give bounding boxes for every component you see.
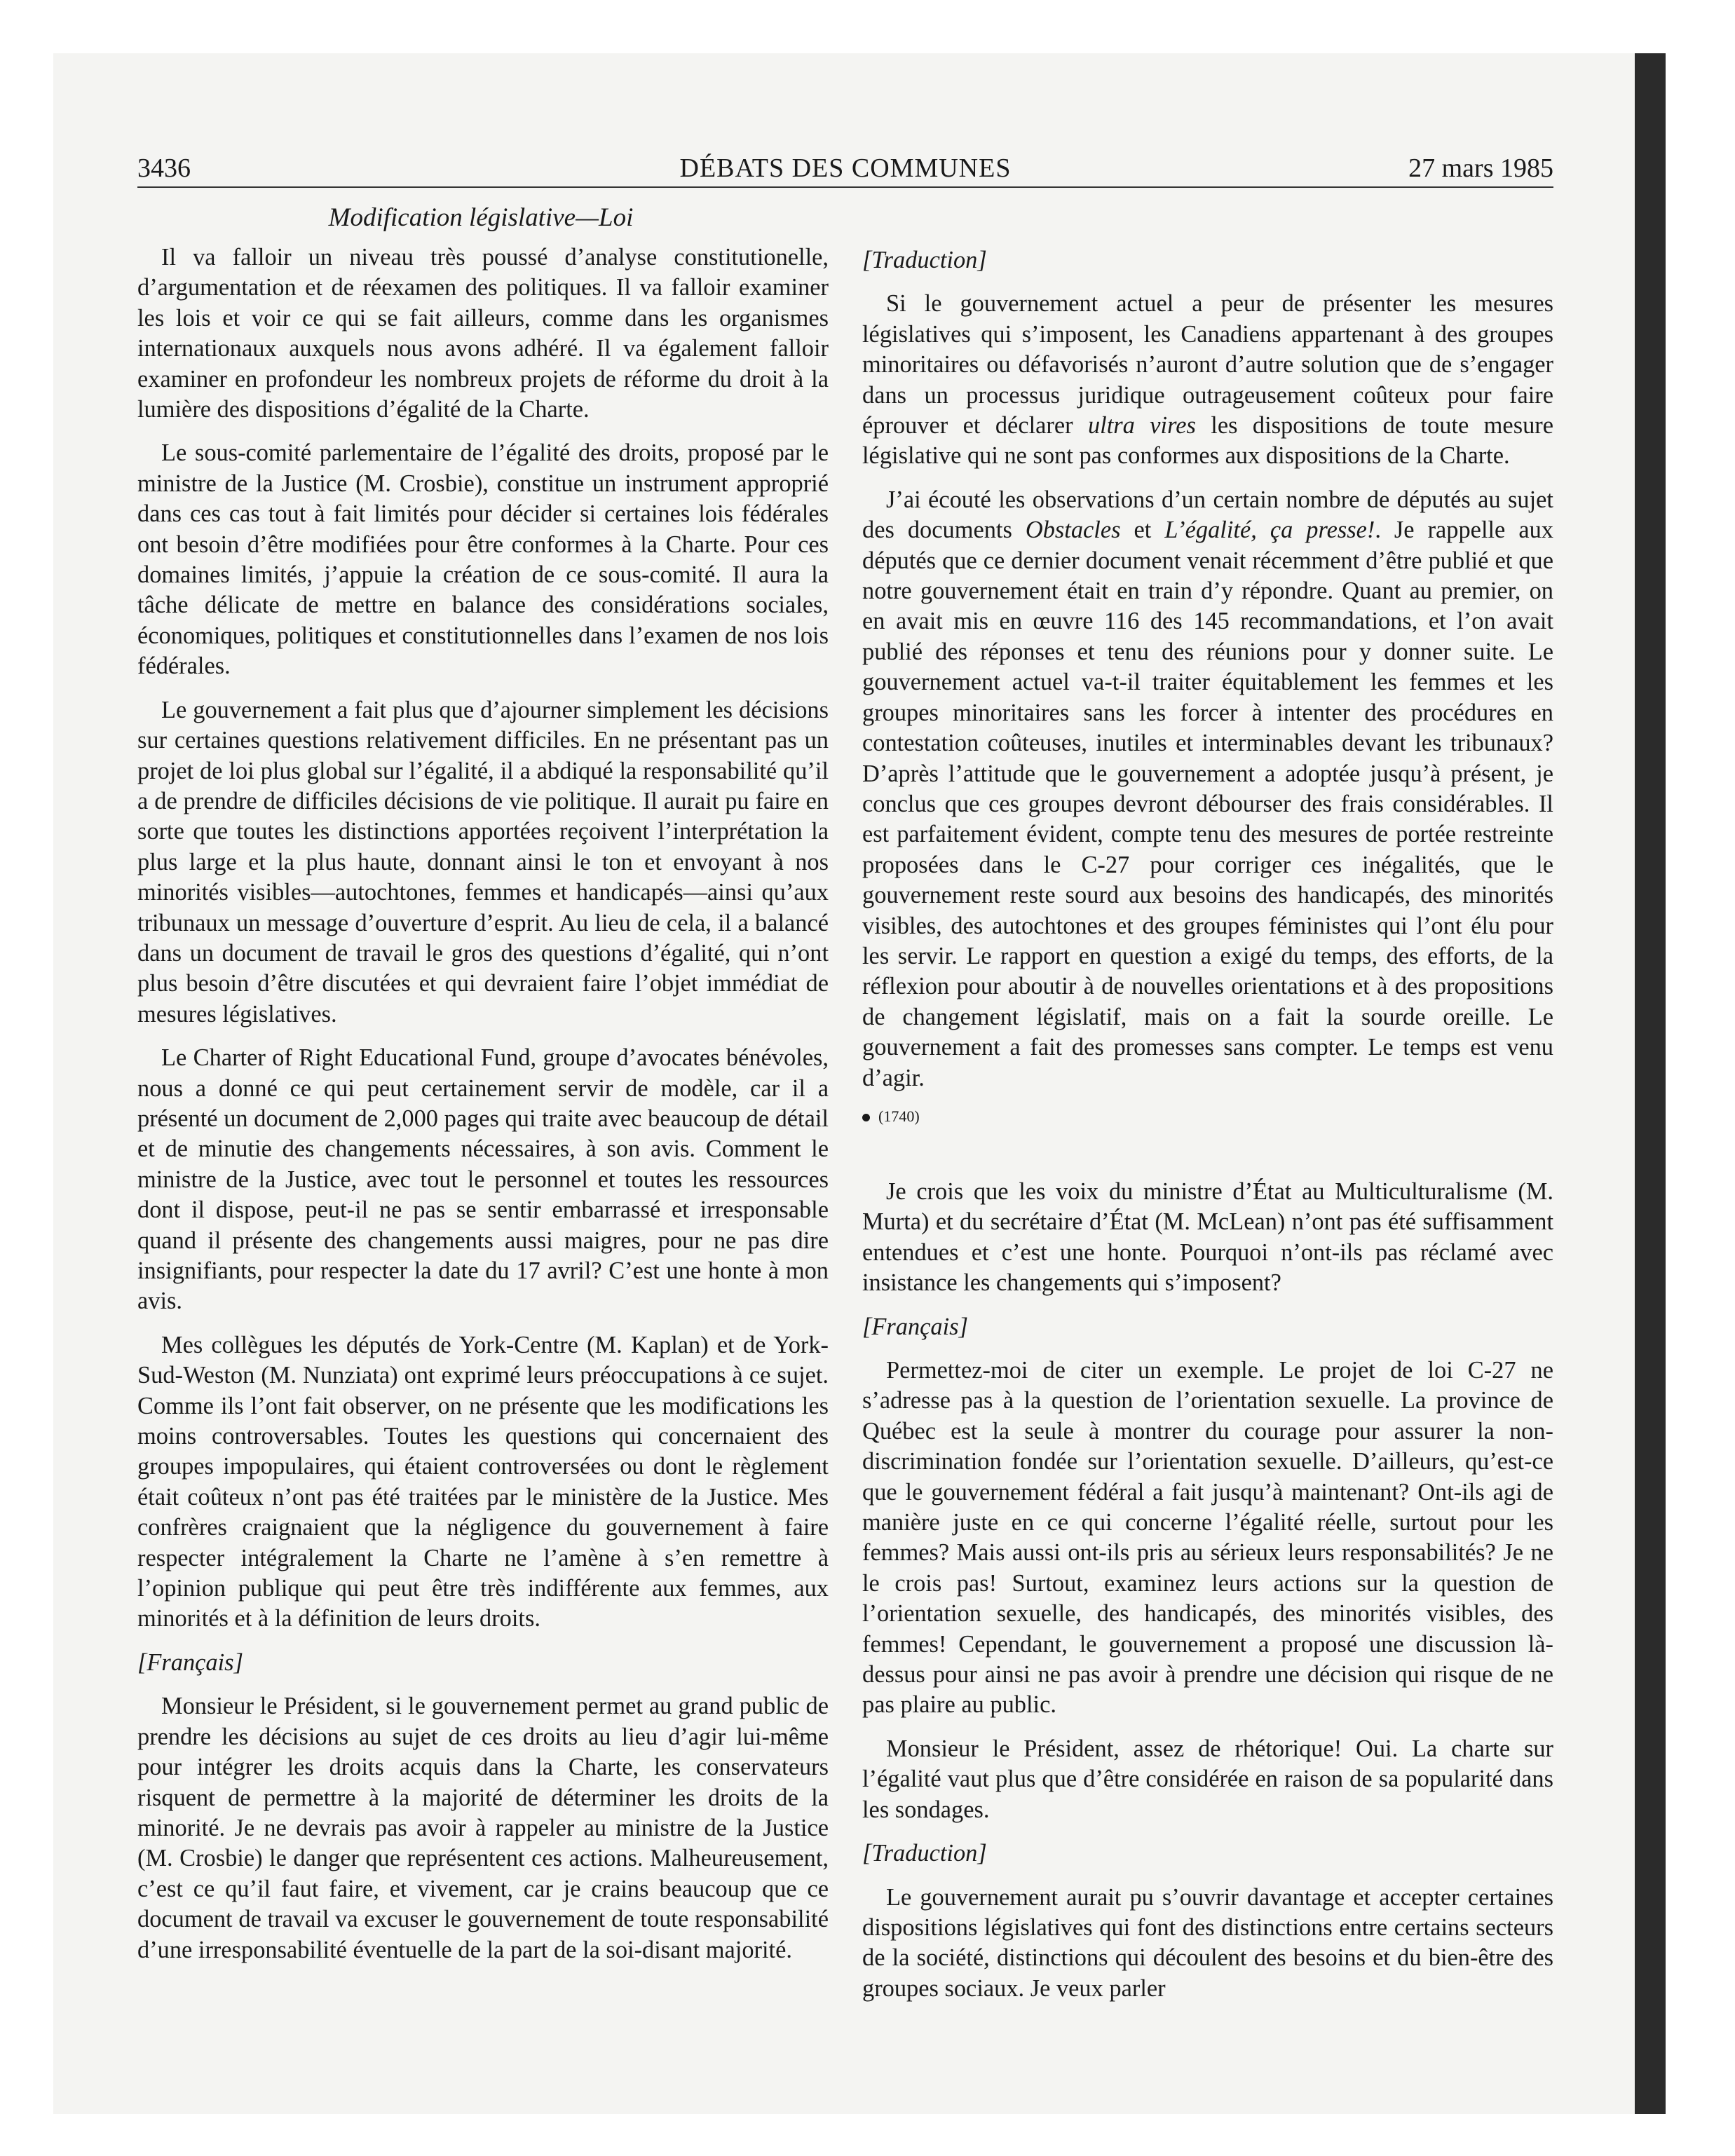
paragraph: Le gouvernement a fait plus que d’ajourner simplement les décisions sur certaines questions relativement difficiles. En ne présentant pas un projet de loi plus global sur l’égalité, il a abdiqué la responsabilité qu’il a de prendre de difficiles décisions de vie politique. Il aurait pu faire en sorte que toutes les distinctions apportées reçoivent l’interprétation la plus large et la plus haute, donnant ainsi le ton et envoyant à nos minorités visibles—autochtones, femmes et handicapés—ainsi qu’aux tribunaux un message d’ouverture d’esprit. Au lieu de cela, il a balancé dans un document de travail le gros des questions d’égalité, qui n’ont plus besoin d’être discutées et qui devraient faire l’objet immédiat de mesures législatives. [137, 696, 829, 1028]
language-tag: [Français] [862, 1313, 968, 1340]
publication-date: 27 mars 1985 [1408, 153, 1553, 183]
bullet-icon [862, 1114, 870, 1121]
paragraph: Le Charter of Right Educational Fund, groupe d’avocates bénévoles, nous a donné ce qui peut certainement servir de modèle, car il a présenté un document de 2,000 pages qui traite avec beaucoup de détail et de minutie des changements nécessaires, à son avis. Comment le ministre de la Justice, avec tout le personnel et toutes les ressources dont il dispose, peut-il ne pas se sentir embarrassé et irresponsable quand il présente des changements aussi maigres, pour ne pas dire insignifiants, pour respecter la date du 17 avril? C’est une honte à mon avis. [137, 1044, 829, 1315]
paragraph: Monsieur le Président, si le gouvernement permet au grand public de prendre les décisions au sujet de ces droits au lieu d’agir lui-même pour intégrer les droits acquis dans la Charte, les conservateurs risquent de permettre à la majorité de déterminer les droits de la minorité. Je ne devrais pas avoir à rappeler au ministre de la Justice (M. Crosbie) le danger que représentent ces actions. Malheureusement, c’est ce qu’il faut faire, et vivement, car je crains beaucoup que ce document de travail va excuser le gouvernement de toute responsabilité d’une irresponsabilité éventuelle de la part de la soi-disant majorité. [137, 1693, 829, 1963]
header-rule [137, 186, 1553, 188]
language-tag: [Français] [137, 1649, 243, 1676]
paragraph: Le gouvernement aurait pu s’ouvrir davantage et accepter certaines dispositions législatives qui font des distinctions entre certains secteurs de la société, distinctions qui découlent des besoins et du bien-être des groupes sociaux. Je veux parler [862, 1883, 1553, 2002]
paragraph: Le sous-comité parlementaire de l’égalité des droits, proposé par le ministre de la Justice (M. Crosbie), constitue un instrument approprié dans ces cas tout à fait limités pour décider si certaines lois fédérales ont besoin d’être modifiées pour être conformes à la Charte. Pour ces domaines limités, j’appuie la création de ce sous-comité. Il aura la tâche délicate de mettre en balance des considérations sociales, économiques, politiques et constitutionnelles dans l’examen de nos lois fédérales. [137, 439, 829, 680]
left-column [137, 243, 829, 1979]
right-column [862, 245, 1553, 2017]
publication-title: DÉBATS DES COMMUNES [679, 153, 1012, 183]
paragraph: Permettez-moi de citer un exemple. Le projet de loi C-27 ne s’adresse pas à la question de l’orientation sexuelle. La province de Québec est la seule à montrer du courage pour assurer la non-discrimination fondée sur l’orientation sexuelle. D’ailleurs, qu’est-ce que le gouvernement fédéral a fait jusqu’à maintenant? Ont-ils agi de manière juste en ce qui concerne l’égalité réelle, surtout pour les femmes? Mais aussi ont-ils pris au sérieux leurs responsabilités? Je ne le crois pas! Surtout, examinez leurs actions sur la question de l’orientation sexuelle, des handicapés, des minorités visibles, des femmes! Cependant, le gouvernement a proposé une discussion là-dessus pour ainsi ne pas avoir à prendre une décision qui risque de ne pas plaire au public. [862, 1357, 1553, 1719]
page-number: 3436 [137, 153, 191, 183]
time-marker-text: (1740) [878, 1107, 920, 1125]
paragraph: Je crois que les voix du ministre d’État au Multiculturalisme (M. Murta) et du secrétaire d’État (M. McLean) n’ont pas été suffisamment entendues et c’est une honte. Pourquoi n’ont-ils pas réclamé avec insistance les changements qui s’imposent? [862, 1178, 1553, 1297]
scan-edge-bar [1635, 53, 1666, 2114]
section-subheading: Modification législative—Loi [328, 203, 634, 232]
paragraph [862, 485, 1553, 1093]
italic-title: Obstacles [1025, 517, 1121, 544]
paragraph: Il va falloir un niveau très poussé d’analyse constitutionelle, d’argumentation et de réexamen des politiques. Il va falloir examiner les lois et voir ce qui se fait ailleurs, comme dans les organismes internationaux auxquels nous avons adhéré. Il va également falloir examiner en profondeur les nombreux projets de réforme du droit à la lumière des dispositions d’égalité de la Charte. [137, 244, 829, 423]
italic-term: ultra vires [1087, 412, 1196, 439]
paragraph [862, 289, 1553, 471]
paragraph: Monsieur le Président, assez de rhétorique! Oui. La charte sur l’égalité vaut plus que d’être considérée en raison de sa popularité dans les sondages. [862, 1735, 1553, 1823]
text-run: et [1120, 517, 1165, 544]
italic-title: L’égalité, ça presse! [1164, 517, 1375, 544]
language-tag: [Traduction] [862, 247, 987, 273]
text-run: Si le gouvernement actuel a peur de présenter les mesures législatives qui s’imposent, les Canadiens appartenant à des groupes minoritaires ou défavorisés n’auront d’autre solution que de s’engager dans un processus juridique outrageusement coûteux pour faire éprouver et déclarer [862, 290, 1553, 439]
language-tag: [Traduction] [862, 1840, 987, 1867]
text-run: . Je rappelle aux députés que ce dernier document venait récemment d’être publié et que notre gouvernement était en train d’y répondre. Quant au premier, on en avait mis en œuvre 116 des 145 recommandations, et l’on avait publié des réponses et tenu des réunions pour y donner suite. Le gouvernement actuel va-t-il traiter équitablement les femmes et les groupes minoritaires sans les forcer à intenter des procédures en contestation coûteuses, inutiles et interminables devant les tribunaux? D’après l’attitude que le gouvernement a adoptée jusqu’à présent, je conclus que ces groupes devront débourser des frais considérables. Il est parfaitement évident, compte tenu des mesures de portée restreinte proposées dans le C-27 pour corriger ces inégalités, que le gouvernement reste sourd aux besoins des handicapés, des minorités visibles, des autochtones et des groupes féministes qui l’ont élu pour les servir. Le rapport en question a exigé du temps, des efforts, de la réflexion pour aboutir à de nouvelles orientations et à des propositions de changement législatif, mais on a fait la sourde oreille. Le gouvernement a fait des promesses sans compter. Le temps est venu d’agir. [862, 517, 1553, 1091]
page-header [137, 147, 1553, 189]
text-run: les dispositions de toute mesure législative qui ne sont pas conformes aux dispositions de la Charte. [862, 412, 1553, 470]
text-run: J’ai écouté les observations d’un certain nombre de députés au sujet des documents [862, 486, 1553, 544]
time-marker [862, 1107, 1553, 1126]
paragraph: Mes collègues les députés de York-Centre (M. Kaplan) et de York-Sud-Weston (M. Nunziata) ont exprimé leurs préoccupations à ce sujet. Comme ils l’ont fait observer, on ne présente que les modifications les moins controversables. Toutes les questions qui concernaient des groupes impopulaires, qui étaient controversées ou dont le règlement était coûteux n’ont pas été traitées par le ministère de la Justice. Mes confrères craignaient que la négligence du gouvernement à faire respecter intégralement la Charte ne l’amène à s’en remettre à l’opinion publique qui peut être très indifférente aux femmes, aux minorités et à la définition de leurs droits. [137, 1331, 829, 1632]
